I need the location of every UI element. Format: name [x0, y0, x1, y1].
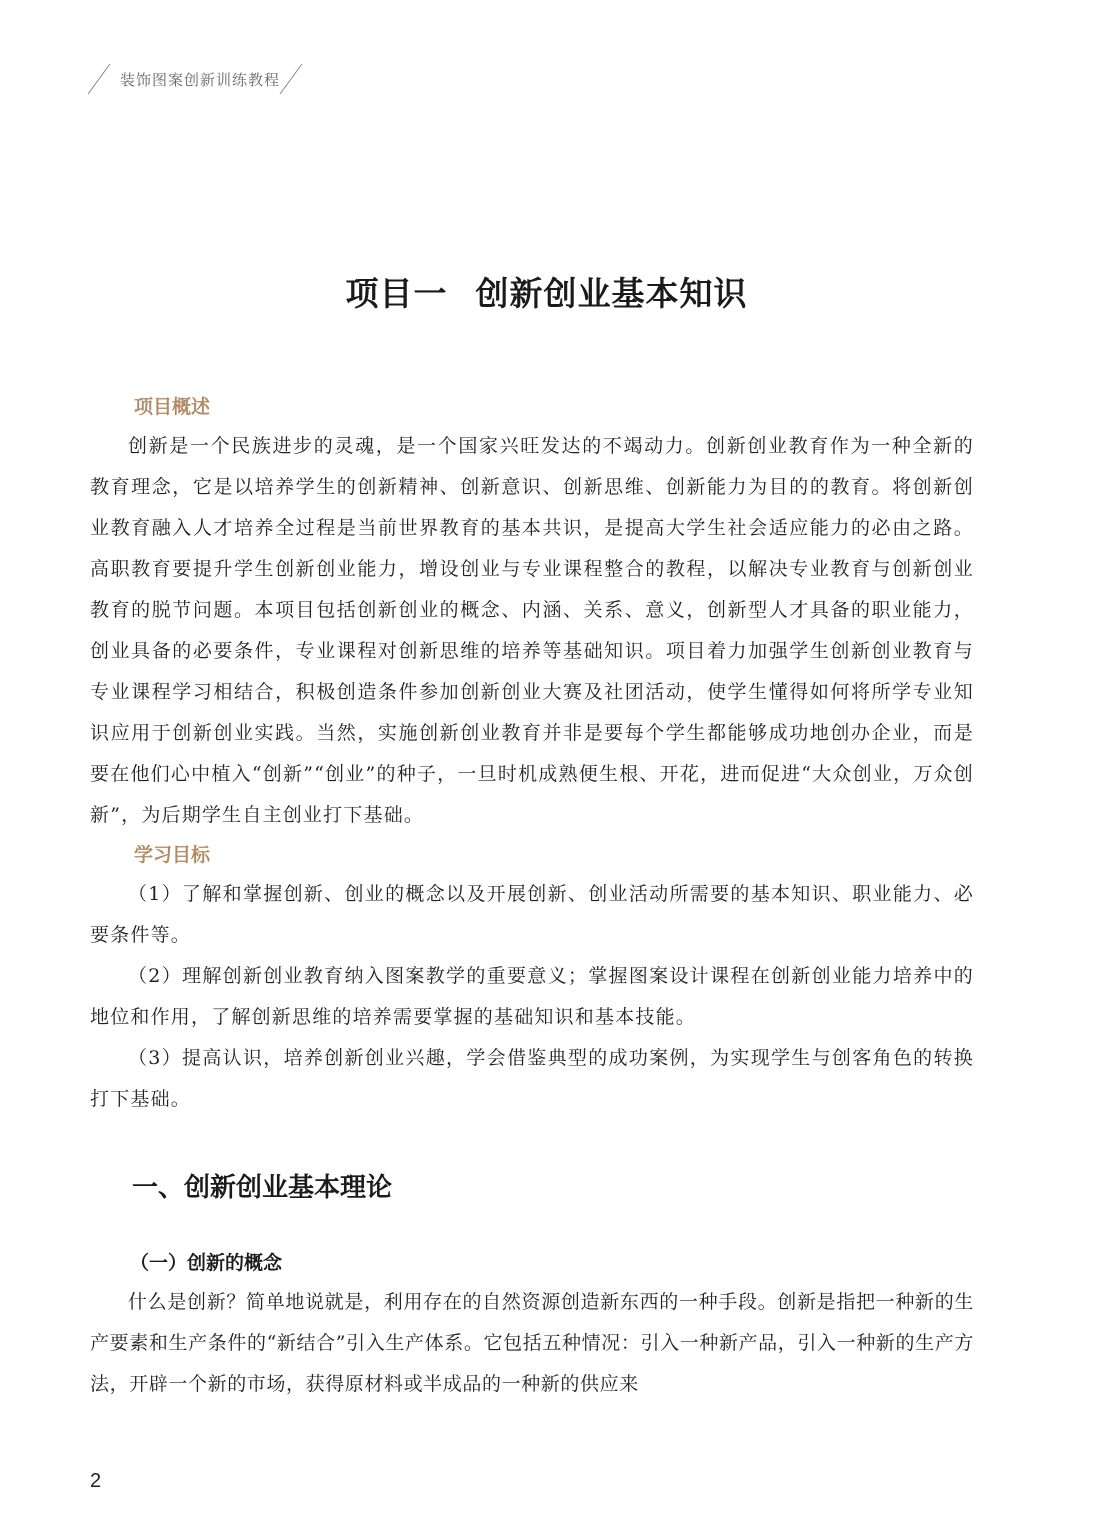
header-book-title: 装饰图案创新训练教程 — [120, 71, 281, 89]
objective-item: （2）理解创新创业教育纳入图案教学的重要意义；掌握图案设计课程在创新创业能力培养中的地位和作用，了解创新思维的培养需要掌握的基础知识和基本技能。 — [90, 965, 974, 1028]
objective-item: （3）提高认识，培养创新创业兴趣，学会借鉴典型的成功案例，为实现学生与创客角色的转换打下基础。 — [90, 1047, 974, 1110]
subsection-heading: （一）创新的概念 — [130, 1252, 283, 1274]
project-name: 创新创业基本知识 — [475, 274, 748, 313]
objectives-heading: 学习目标 — [134, 844, 211, 866]
subsection-paragraph: 什么是创新？简单地说就是，利用存在的自然资源创造新东西的一种手段。创新是指把一种新的生产要素和生产条件的“新结合”引入生产体系。它包括五种情况：引入一种新产品，引入一种新的生产方法，开辟一个新的市场，获得原材料或半成品的一种新的供应来 — [90, 1291, 974, 1395]
overview-heading: 项目概述 — [134, 396, 211, 418]
project-number: 项目一 — [345, 274, 448, 313]
main-content — [90, 388, 974, 1405]
objective-item: （1）了解和掌握创新、创业的概念以及开展创新、创业活动所需要的基本知识、职业能力、必要条件等。 — [90, 883, 974, 946]
overview-paragraph: 创新是一个民族进步的灵魂，是一个国家兴旺发达的不竭动力。创新创业教育作为一种全新的教育理念，它是以培养学生的创新精神、创新意识、创新思维、创新能力为目的的教育。将创新创业教育融入人才培养全过程是当前世界教育的基本共识，是提高大学生社会适应能力的必由之路。高职教育要提升学生创新创业能力，增设创业与专业课程整合的教程，以解决专业教育与创新创业教育的脱节问题。本项目包括创新创业的概念、内涵、关系、意义，创新型人才具备的职业能力，创业具备的必要条件，专业课程对创新思维的培养等基础知识。项目着力加强学生创新创业教育与专业课程学习相结合，积极创造条件参加创新创业大赛及社团活动，使学生懂得如何将所学专业知识应用于创新创业实践。当然，实施创新创业教育并非是要每个学生都能够成功地创办企业，而是要在他们心中植入“创新”“创业”的种子，一旦时机成熟便生根、开花，进而促进“大众创业，万众创新”，为后期学生自主创业打下基础。 — [90, 435, 974, 826]
running-header — [88, 60, 318, 100]
page-number: 2 — [90, 1470, 102, 1492]
chapter-heading: 一、创新创业基本理论 — [132, 1173, 393, 1203]
project-title — [0, 268, 1093, 315]
